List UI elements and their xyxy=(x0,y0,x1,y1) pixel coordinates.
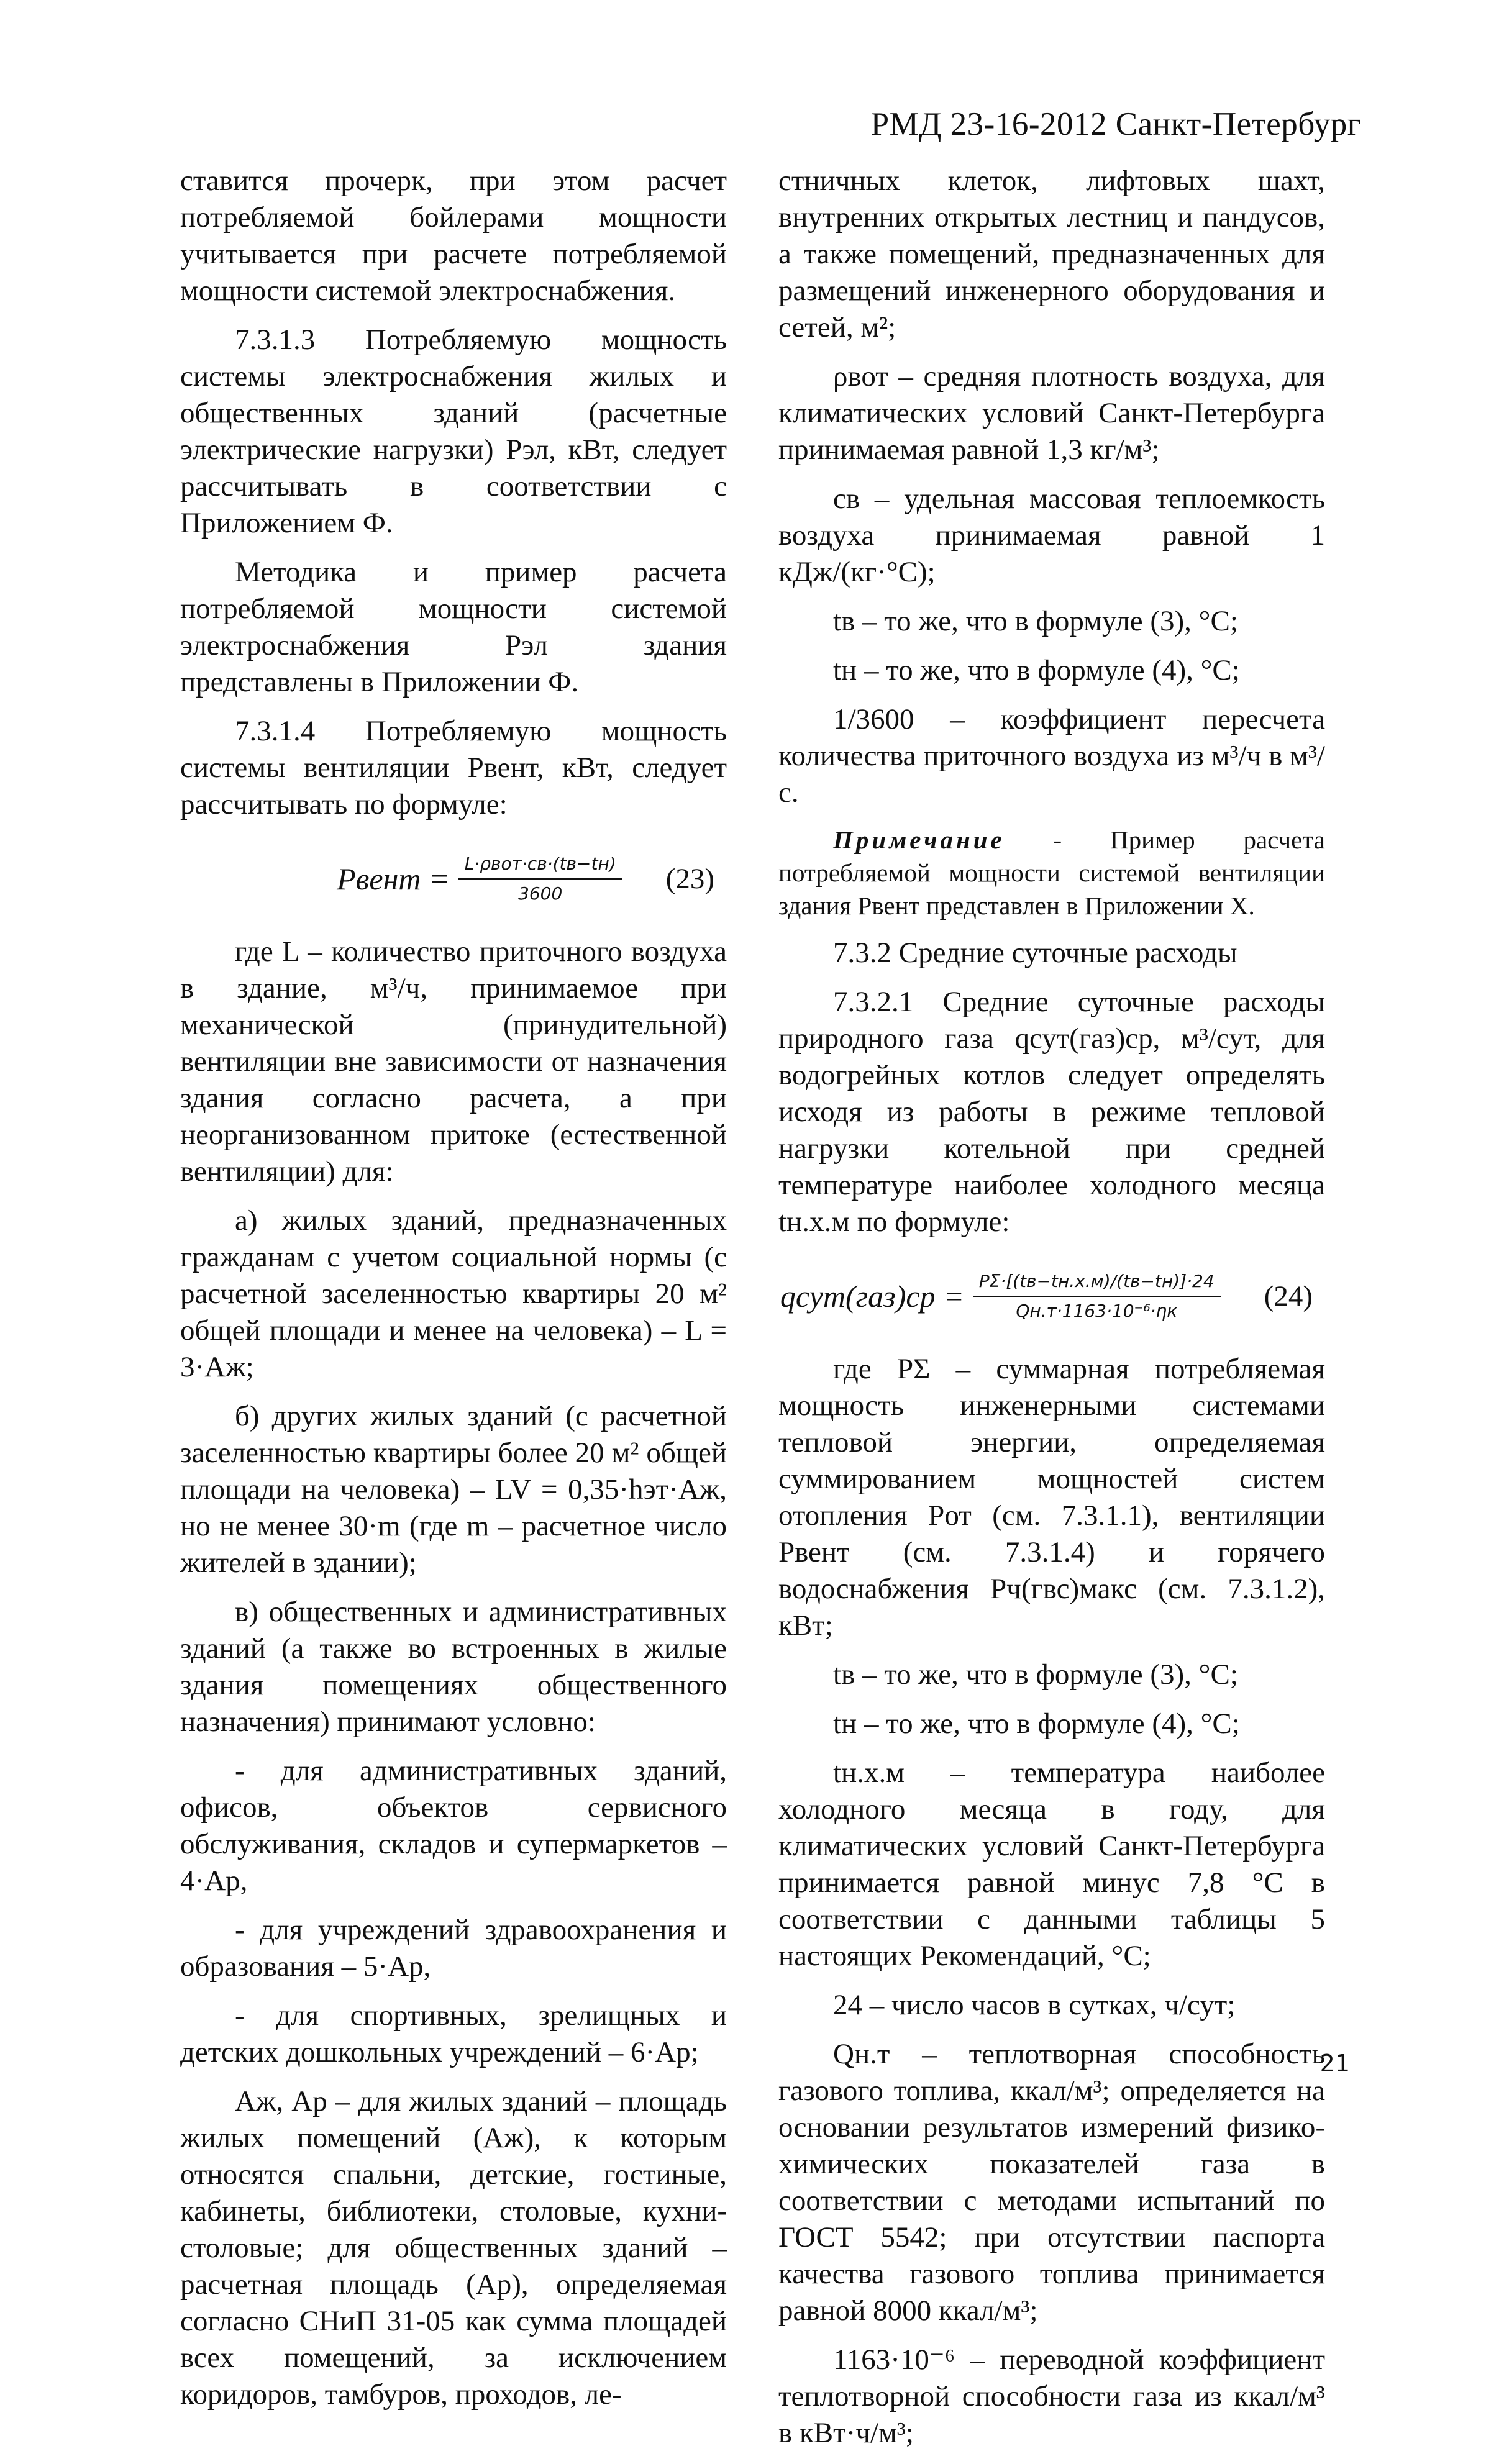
paragraph: - для административных зданий, офисов, объектов сервисного обслуживания, складов и супермаркетов – 4·Ap, xyxy=(180,1755,727,1897)
paragraph: tн.х.м – температура наиболее холодного месяца в году, для климатических условий Санкт-Петербурга принимается равной минус 7,8 °С в соответствии с данными таблицы 5 настоящих Рекомендаций, °С; xyxy=(778,1757,1325,1972)
paragraph: стничных клеток, лифтовых шахт, внутренних открытых лестниц и пандусов, а также помещений, предназначенных для размещений инженерного оборудования и сетей, м²; xyxy=(778,165,1325,343)
paragraph: - для спортивных, зрелищных и детских дошкольных учреждений – 6·Ap; xyxy=(180,1999,727,2068)
paragraph: Aж, Ap – для жилых зданий – площадь жилых помещений (Aж), к которым относятся спальни, детские, гостиные, кабинеты, библиотеки, столовые, кухни-столовые; для общественных зданий – расчетная площадь (Ap), определяемая согласно СНиП 31-05 как сумма площадей всех помещений, за исключением коридоров, тамбуров, проходов, ле- xyxy=(180,2085,727,2411)
paragraph: cв – удельная массовая теплоемкость воздуха принимаемая равной 1 кДж/(кг·°С); xyxy=(778,483,1325,588)
note-text: - Пример расчета потребляемой мощности системой вентиляции здания Pвент представлен в Приложении Х. xyxy=(778,825,1325,920)
paragraph: 7.3.1.4 Потребляемую мощность системы вентиляции Pвент, кВт, следует рассчитывать по формуле: xyxy=(180,715,727,821)
paragraph: tн – то же, что в формуле (4), °С; xyxy=(833,1707,1240,1740)
paragraph: ρвот – средняя плотность воздуха, для климатических условий Санкт-Петербурга принимаемая равной 1,3 кг/м³; xyxy=(778,360,1325,466)
document-header: РМД 23-16-2012 Санкт-Петербург xyxy=(870,106,1361,142)
formula-numerator: L·ρвот·cв·(tв−tн) xyxy=(458,852,622,880)
paragraph: tн – то же, что в формуле (4), °С; xyxy=(833,654,1240,686)
paragraph: где PΣ – суммарная потребляемая мощность инженерными системами тепловой энергии, определяемая суммированием мощностей систем отопления Pот (см. 7.3.1.1), вентиляции Pвент (см. 7.3.1.4) и горячего водоснабжения Pч(гвс)макс (см. 7.3.1.2), кВт; xyxy=(778,1353,1325,1642)
formula-fraction xyxy=(973,1270,1221,1323)
paragraph: 7.3.1.3 Потребляемую мощность системы электроснабжения жилых и общественных зданий (расчетные электрические нагрузки) Pэл, кВт, следует рассчитывать в соответствии с Приложением Ф. xyxy=(180,324,727,539)
paragraph: ставится прочерк, при этом расчет потребляемой бойлерами мощности учитывается при расчете потребляемой мощности системой электроснабжения. xyxy=(180,165,727,307)
formula-number: (23) xyxy=(665,862,714,895)
page-number: 21 xyxy=(1319,2050,1350,2077)
paragraph: 1163·10⁻⁶ – переводной коэффициент теплотворной способности газа из ккал/м³ в кВт·ч/м³; xyxy=(778,2344,1325,2449)
paragraph: в) общественных и административных зданий (а также во встроенных в жилые здания помещениях общественного назначения) принимают условно: xyxy=(180,1596,727,1738)
formula-23 xyxy=(180,835,727,922)
paragraph: Qн.т – теплотворная способность газового топлива, ккал/м³; определяется на основании результатов измерений физико-химических показателей газа в соответствии с методами испытаний по ГОСТ 5542; при отсутствии паспорта качества газового топлива принимается равной 8000 ккал/м³; xyxy=(778,2038,1325,2327)
paragraph: а) жилых зданий, предназначенных гражданам с учетом социальной нормы (с расчетной заселенностью квартиры 20 м² общей площади и менее на человека) – L = 3·Aж; xyxy=(180,1204,727,1383)
right-column xyxy=(778,163,1325,2464)
formula-equals: = xyxy=(431,861,449,896)
paragraph: 7.3.2.1 Средние суточные расходы природного газа qсут(газ)ср, м³/сут, для водогрейных котлов следует определять исходя из работы в режиме тепловой нагрузки котельной при средней температуре наиболее холодного месяца tн.х.м по формуле: xyxy=(778,986,1325,1238)
section-heading: 7.3.2 Средние суточные расходы xyxy=(833,937,1237,969)
formula-lhs: qсут(газ)ср xyxy=(780,1278,936,1314)
formula-lhs: Pвент xyxy=(337,861,421,896)
paragraph: б) других жилых зданий (с расчетной заселенностью квартиры более 20 м² общей площади на человека) – LV = 0,35·hэт·Aж, но не менее 30·m (где m – расчетное число жителей в здании); xyxy=(180,1400,727,1579)
formula-fraction xyxy=(458,852,622,906)
paragraph: Методика и пример расчета потребляемой мощности системой электроснабжения Pэл здания представлены в Приложении Ф. xyxy=(180,556,727,698)
left-column xyxy=(180,163,727,2425)
paragraph: tв – то же, что в формуле (3), °С; xyxy=(833,605,1238,637)
note xyxy=(778,824,1325,922)
note-label: Примечание xyxy=(833,825,1005,854)
formula-numerator: PΣ·[(tв−tн.х.м)/(tв−tн)]·24 xyxy=(973,1270,1221,1297)
formula-24 xyxy=(778,1253,1325,1340)
paragraph: 24 – число часов в сутках, ч/сут; xyxy=(833,1989,1236,2021)
paragraph: где L – количество приточного воздуха в здание, м³/ч, принимаемое при механической (принудительной) вентиляции вне зависимости от назначения здания согласно расчета, а при неорганизованном притоке (естественной вентиляции) для: xyxy=(180,935,727,1188)
formula-number: (24) xyxy=(1264,1280,1313,1312)
paragraph: - для учреждений здравоохранения и образования – 5·Ap, xyxy=(180,1914,727,1983)
formula-denominator: 3600 xyxy=(518,883,563,904)
paragraph: 1/3600 – коэффициент пересчета количества приточного воздуха из м³/ч в м³/с. xyxy=(778,703,1325,809)
formula-equals: = xyxy=(945,1278,963,1314)
formula-denominator: Qн.т·1163·10⁻⁶·ηк xyxy=(1016,1301,1178,1321)
paragraph: tв – то же, что в формуле (3), °С; xyxy=(833,1658,1238,1691)
